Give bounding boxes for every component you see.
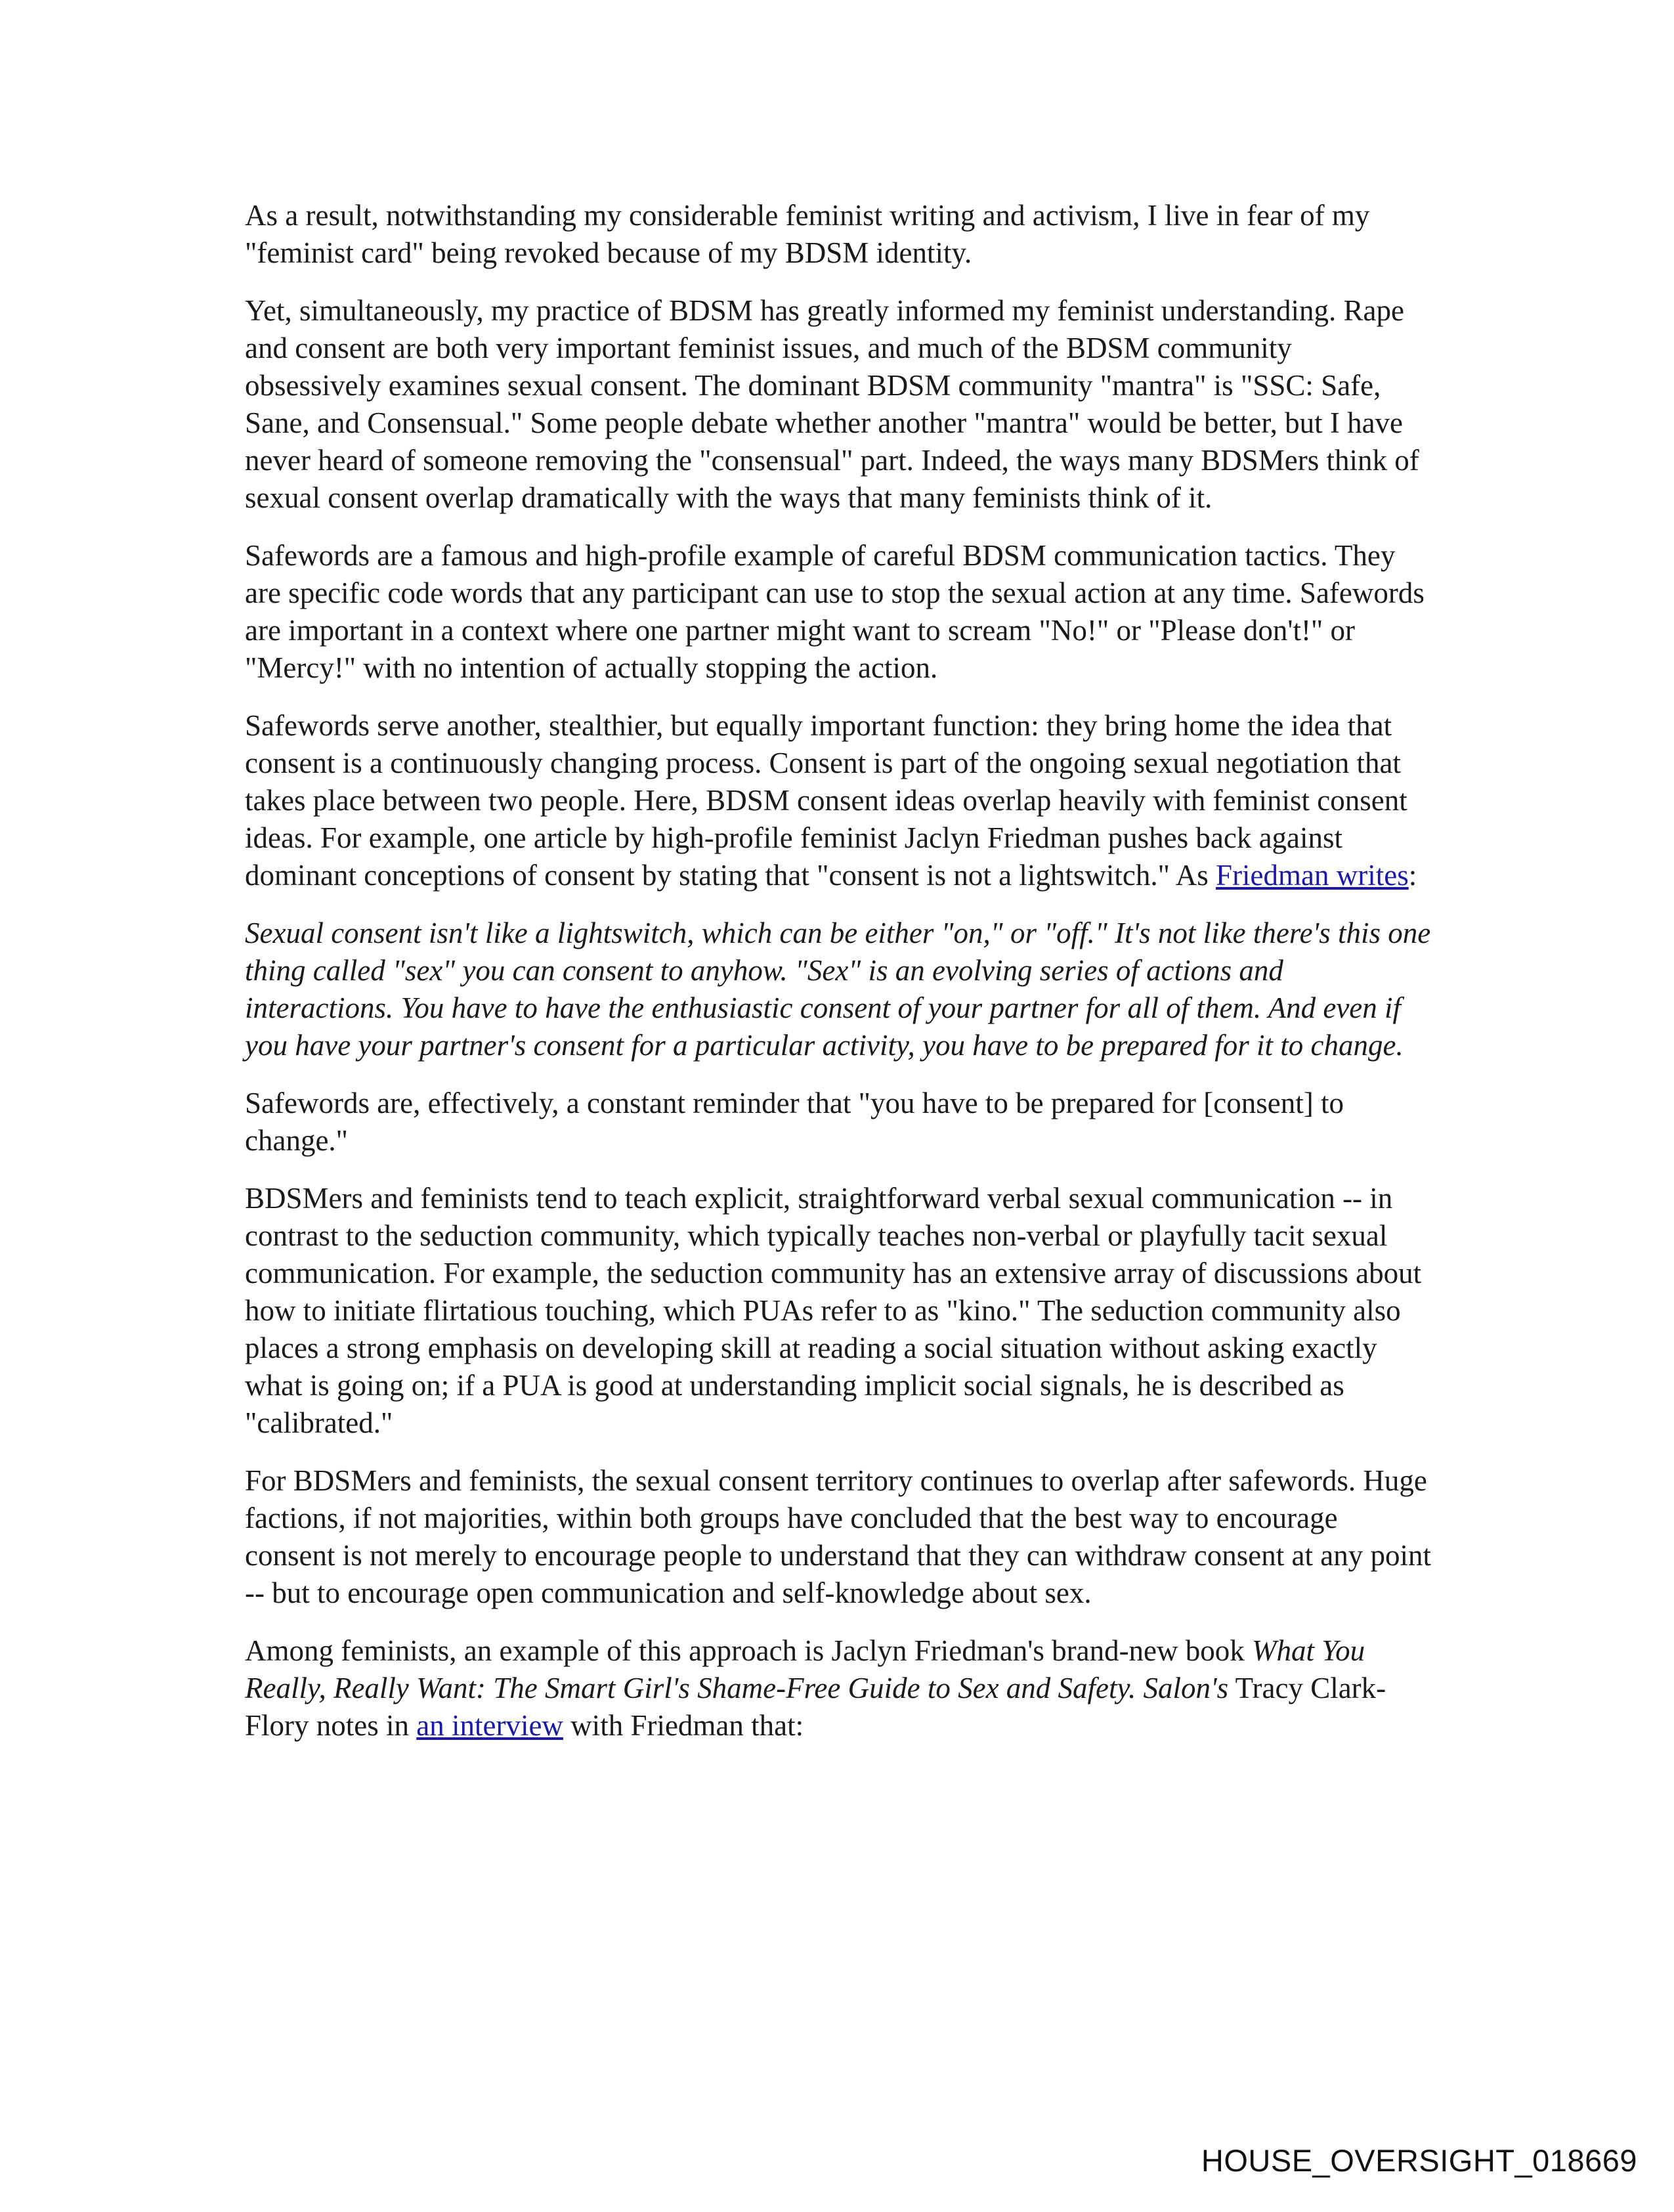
paragraph-feminist-card: As a result, notwithstanding my considerable feminist writing and activism, I live in fear of my "feminist card" being revoked because of my BDSM identity. xyxy=(245,199,1370,269)
friedman-writes-link[interactable]: Friedman writes xyxy=(1216,859,1409,892)
paragraph-consent-process xyxy=(245,707,1433,894)
block-quote-friedman: Sexual consent isn't like a lightswitch, which can be either "on," or "off." It's not like there's this one thing called "sex" you can consent to anyhow. "Sex" is an evolving series of actions and interactions. You have to have the enthusiastic consent of your partner for all of them. And even if you have your partner's consent for a particular activity, you have to be prepared for it to change. xyxy=(245,917,1431,1062)
paragraph-consent-process-text: Safewords serve another, stealthier, but equally important function: they bring home the idea that consent is a continuously changing process. Consent is part of the ongoing sexual negotiation that takes place between two people. Here, BDSM consent ideas overlap heavily with feminist consent ideas. For example, one article by high-profile feminist Jaclyn Friedman pushes back against dominant conceptions of consent by stating that "consent is not a lightswitch." As xyxy=(245,709,1407,892)
paragraph-consent-process-tail: : xyxy=(1408,859,1417,892)
paragraph-friedman-book-mid: Tracy Clark-Flory notes in xyxy=(245,1672,1386,1742)
paragraph-friedman-book-lead: Among feminists, an example of this approach is Jaclyn Friedman's brand-new book xyxy=(245,1634,1253,1667)
paragraph-bdsm-consent: Yet, simultaneously, my practice of BDSM has greatly informed my feminist understanding. Rape and consent are both very important feminist issues, and much of the BDSM community obsessively examines sexual consent. The dominant BDSM community "mantra" is "SSC: Safe, Sane, and Consensual." Some people debate whether another "mantra" would be better, but I have never heard of someone removing the "consensual" part. Indeed, the ways many BDSMers think of sexual consent overlap dramatically with the ways that many feminists think of it. xyxy=(245,294,1419,514)
publication-name: Salon's xyxy=(1143,1672,1229,1704)
bates-number: HOUSE_OVERSIGHT_018669 xyxy=(1201,2143,1637,2178)
interview-link[interactable]: an interview xyxy=(416,1709,563,1742)
book-title: What You Really, Really Want: The Smart Girl's Shame-Free Guide to Sex and Safety. xyxy=(245,1634,1365,1704)
paragraph-seduction-community: BDSMers and feminists tend to teach explicit, straightforward verbal sexual communication -- in contrast to the seduction community, which typically teaches non-verbal or playfully tacit sexual communication. For example, the seduction community has an extensive array of discussions about how to initiate flirtatious touching, which PUAs refer to as "kino." The seduction community also places a strong emphasis on developing skill at reading a social situation without asking exactly what is going on; if a PUA is good at understanding implicit social signals, he is described as "calibrated." xyxy=(245,1182,1422,1439)
paragraph-consent-overlap: For BDSMers and feminists, the sexual consent territory continues to overlap after safewords. Huge factions, if not majorities, within both groups have concluded that the best way to encourage consent is not merely to encourage people to understand that they can withdraw consent at any point -- but to encourage open communication and self-knowledge about sex. xyxy=(245,1464,1431,1609)
article-body xyxy=(245,197,1433,1765)
paragraph-friedman-book-tail: with Friedman that: xyxy=(563,1709,804,1742)
paragraph-friedman-book xyxy=(245,1632,1433,1745)
paragraph-safewords-reminder: Safewords are, effectively, a constant reminder that "you have to be prepared for [consent] to change." xyxy=(245,1087,1344,1157)
paragraph-safewords: Safewords are a famous and high-profile example of careful BDSM communication tactics. They are specific code words that any participant can use to stop the sexual action at any time. Safewords are important in a context where one partner might want to scream "No!" or "Please don't!" or "Mercy!" with no intention of actually stopping the action. xyxy=(245,539,1425,684)
